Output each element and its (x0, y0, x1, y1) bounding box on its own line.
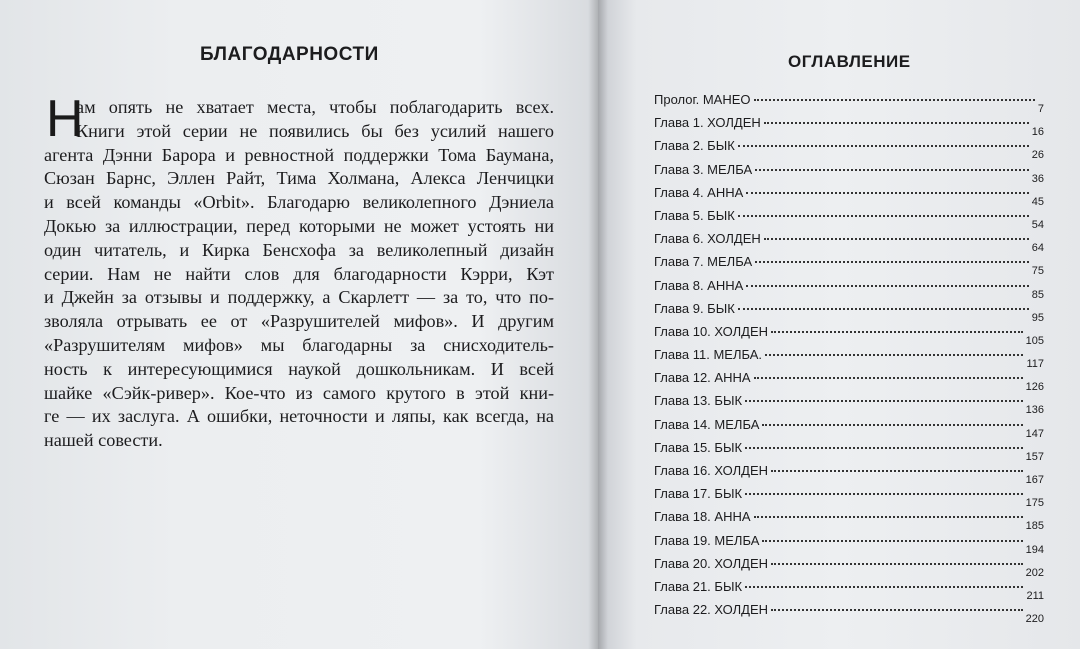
text-line: агента Дэнни Барора и ревностной поддержки Тома Баумана, (44, 144, 554, 165)
toc-leader-dots (762, 424, 1022, 426)
toc-page-number: 85 (1031, 288, 1044, 301)
toc-page-number: 136 (1025, 404, 1044, 417)
toc-chapter-title: Глава 2. БЫК (654, 138, 735, 154)
toc-entry (654, 556, 1044, 579)
toc-chapter-title: Глава 5. БЫК (654, 207, 735, 223)
toc-page-number: 157 (1025, 450, 1044, 463)
toc-entry (654, 579, 1044, 602)
book-gutter (588, 0, 608, 649)
toc-chapter-title: Глава 3. МЕЛБА (654, 161, 753, 177)
toc-leader-dots (771, 563, 1023, 565)
toc-entry (654, 417, 1044, 440)
toc-leader-dots (745, 586, 1023, 588)
text-line: Сюзан Барнс, Эллен Райт, Тима Холмана, Алекса Ленчицки (44, 168, 554, 189)
toc-chapter-title: Глава 16. ХОЛДЕН (654, 463, 769, 478)
toc-entry (654, 208, 1044, 231)
table-of-contents (654, 92, 1044, 625)
toc-entry (654, 347, 1044, 370)
toc-leader-dots (754, 377, 1023, 379)
toc-leader-dots (771, 470, 1023, 472)
toc-entry (654, 486, 1044, 509)
toc-entry (654, 440, 1044, 463)
toc-page-number: 75 (1031, 265, 1044, 278)
toc-entry (654, 602, 1044, 625)
toc-page-number: 117 (1026, 358, 1044, 371)
toc-leader-dots (771, 609, 1023, 611)
toc-entry (654, 370, 1044, 393)
toc-chapter-title: Глава 15. БЫК (654, 439, 743, 455)
toc-chapter-title: Глава 10. ХОЛДЕН (654, 323, 769, 339)
text-line: Книги этой серии не появились бы без усилий нашего (76, 120, 554, 141)
toc-chapter-title: Глава 21. БЫК (654, 578, 743, 594)
toc-entry (654, 115, 1044, 138)
toc-title: ОГЛАВЛЕНИЕ (788, 52, 911, 71)
toc-chapter-title: Глава 8. АННА (654, 277, 744, 293)
text-line: один читатель, и Кирка Бенсхофа за великолепный дизайн (44, 239, 554, 260)
text-line: ам опять не хватает места, чтобы поблагодарить всех. (76, 97, 554, 117)
drop-cap: Н (46, 90, 84, 148)
toc-page-number: 126 (1025, 381, 1044, 394)
toc-page-number: 45 (1031, 195, 1044, 208)
toc-chapter-title: Глава 17. БЫК (654, 486, 743, 502)
toc-leader-dots (762, 540, 1022, 542)
acknowledgements-text (44, 90, 554, 453)
toc-leader-dots (765, 354, 1023, 356)
text-line: ге — их заслуга. А ошибки, неточности и ляпы, как всегда, на (44, 406, 554, 427)
toc-chapter-title: Глава 12. АННА (654, 370, 751, 386)
toc-entry (654, 324, 1044, 347)
toc-entry (654, 509, 1044, 532)
toc-page-number: 26 (1031, 149, 1044, 162)
toc-page-number: 185 (1025, 520, 1044, 533)
toc-leader-dots (738, 308, 1029, 310)
text-line: ность к интересующимися наукой дошкольникам. И всей (44, 358, 554, 379)
toc-chapter-title: Глава 20. ХОЛДЕН (654, 555, 769, 571)
toc-chapter-title: Глава 11. МЕЛБА. (654, 347, 763, 363)
toc-leader-dots (745, 493, 1023, 495)
toc-chapter-title: Глава 14. МЕЛБА (654, 416, 760, 432)
toc-page-number: 16 (1031, 126, 1044, 139)
toc-chapter-title: Глава 7. МЕЛБА (654, 254, 753, 270)
toc-chapter-title: Пролог. МАНЕО (654, 92, 751, 107)
text-line: серии. Нам не найти слов для благодарности Кэрри, Кэт (44, 263, 554, 284)
toc-chapter-title: Глава 19. МЕЛБА (654, 532, 760, 548)
toc-leader-dots (746, 192, 1028, 194)
text-line: «Разрушителям мифов» мы благодарны за снисходитель- (44, 334, 554, 355)
toc-leader-dots (755, 261, 1029, 263)
toc-page-number: 64 (1031, 242, 1044, 255)
toc-page-number: 105 (1025, 334, 1044, 347)
toc-page-number: 95 (1031, 311, 1044, 324)
text-line: и Джейн за отзывы и поддержку, а Скарлетт — за то, что по- (44, 287, 554, 308)
toc-leader-dots (771, 331, 1023, 333)
toc-page-number: 211 (1026, 589, 1044, 602)
toc-entry (654, 254, 1044, 277)
toc-chapter-title: Глава 9. БЫК (654, 300, 735, 316)
toc-page-number: 175 (1025, 497, 1044, 510)
toc-entry (654, 393, 1044, 416)
toc-entry (654, 138, 1044, 161)
toc-page-number: 36 (1031, 172, 1044, 185)
text-line: шайке «Сэйк-ривер». Кое-что из самого крутого в этой кни- (44, 382, 554, 403)
toc-entry (654, 278, 1044, 301)
toc-entry (654, 533, 1044, 556)
toc-leader-dots (745, 400, 1023, 402)
toc-leader-dots (746, 285, 1028, 287)
toc-page-number: 202 (1025, 566, 1044, 579)
toc-page-number: 54 (1031, 218, 1044, 231)
toc-page-number: 220 (1025, 613, 1044, 626)
toc-leader-dots (755, 169, 1029, 171)
toc-page-number: 147 (1025, 427, 1044, 440)
toc-leader-dots (745, 447, 1023, 449)
toc-leader-dots (754, 516, 1023, 518)
toc-chapter-title: Глава 22. ХОЛДЕН (654, 602, 769, 618)
acknowledgements-title: БЛАГОДАРНОСТИ (200, 44, 379, 65)
toc-leader-dots (764, 238, 1029, 240)
toc-chapter-title: Глава 13. БЫК (654, 393, 743, 409)
toc-entry (654, 301, 1044, 324)
toc-chapter-title: Глава 18. АННА (654, 509, 751, 525)
toc-chapter-title: Глава 1. ХОЛДЕН (654, 115, 761, 131)
toc-entry (654, 185, 1044, 208)
toc-page-number: 7 (1037, 103, 1044, 115)
text-line: Докью за иллюстрации, перед которыми не может устоять ни (44, 215, 554, 236)
text-line: нашей совести. (44, 430, 163, 451)
toc-leader-dots (754, 99, 1035, 101)
toc-leader-dots (764, 122, 1029, 124)
text-line: зволяла отрывать ее от «Разрушителей мифов». И другим (44, 311, 554, 332)
toc-leader-dots (738, 215, 1029, 217)
right-page (598, 0, 1080, 649)
toc-leader-dots (738, 145, 1029, 147)
toc-chapter-title: Глава 4. АННА (654, 184, 744, 200)
toc-page-number: 194 (1025, 543, 1044, 556)
toc-entry (654, 162, 1044, 185)
toc-entry (654, 231, 1044, 254)
toc-chapter-title: Глава 6. ХОЛДЕН (654, 231, 761, 247)
toc-page-number: 167 (1025, 474, 1044, 486)
toc-entry (654, 463, 1044, 486)
toc-entry (654, 92, 1044, 115)
text-line: и всей команды «Orbit». Благодарю великолепного Дэниела (44, 192, 554, 213)
